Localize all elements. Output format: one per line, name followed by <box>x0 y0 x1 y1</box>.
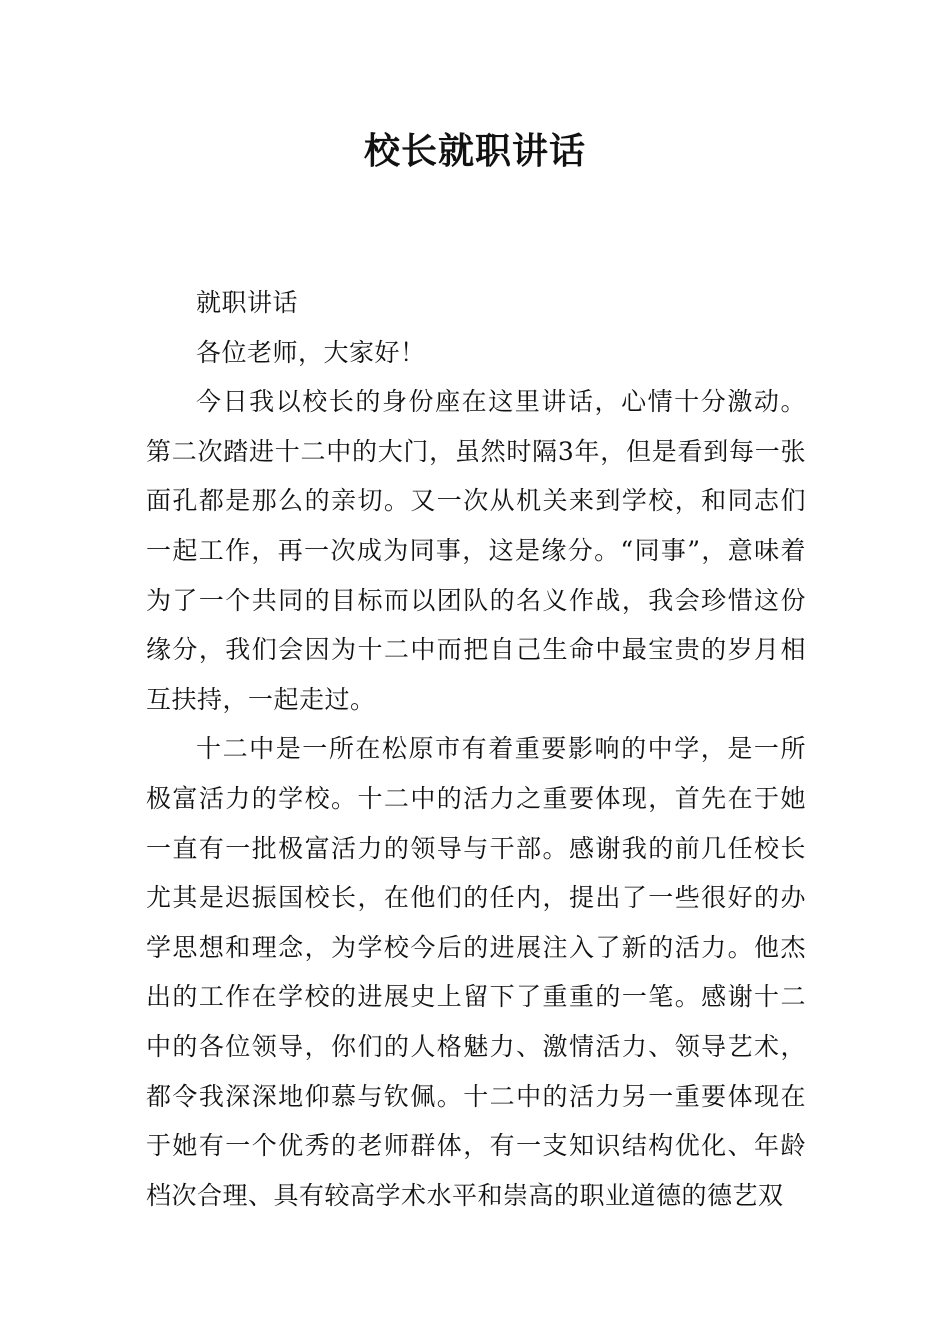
paragraph-greeting: 各位老师，大家好！ <box>196 337 426 367</box>
paragraph: 十二中是一所在松原市有着重要影响的中学，是一所极富活力的学校。十二中的活力之重要体现，首先在于她一直有一批极富活力的领导与干部。感谢我的前几任校长尤其是迟振国校长，在他们的任内，提出了一些很好的办学思想和理念，为学校今后的进展注入了新的活力。他杰出的工作在学校的进展史上留下了重重的一笔。感谢十二中的各位领导，你们的人格魅力、激情活力、领导艺术，都令我深深地仰慕与钦佩。十二中的活力另一重要体现在于她有一个优秀的老师群体，有一支知识结构优化、年龄档次合理、具有较高学术水平和崇高的职业道德的德艺双 <box>146 734 806 1210</box>
document-body <box>146 278 806 1220</box>
paragraph-heading: 就职讲话 <box>196 288 299 317</box>
paragraph: 今日我以校长的身份座在这里讲话，心情十分激动。第二次踏进十二中的大门，虽然时隔3年，但是看到每一张面孔都是那么的亲切。又一次从机关来到学校，和同志们一起工作，再一次成为同事，这是缘分。“同事”，意味着为了一个共同的目标而以团队的名义作战，我会珍惜这份缘分，我们会因为十二中而把自己生命中最宝贵的岁月相互扶持，一起走过。 <box>146 387 806 714</box>
document-title: 校长就职讲话 <box>363 131 586 172</box>
